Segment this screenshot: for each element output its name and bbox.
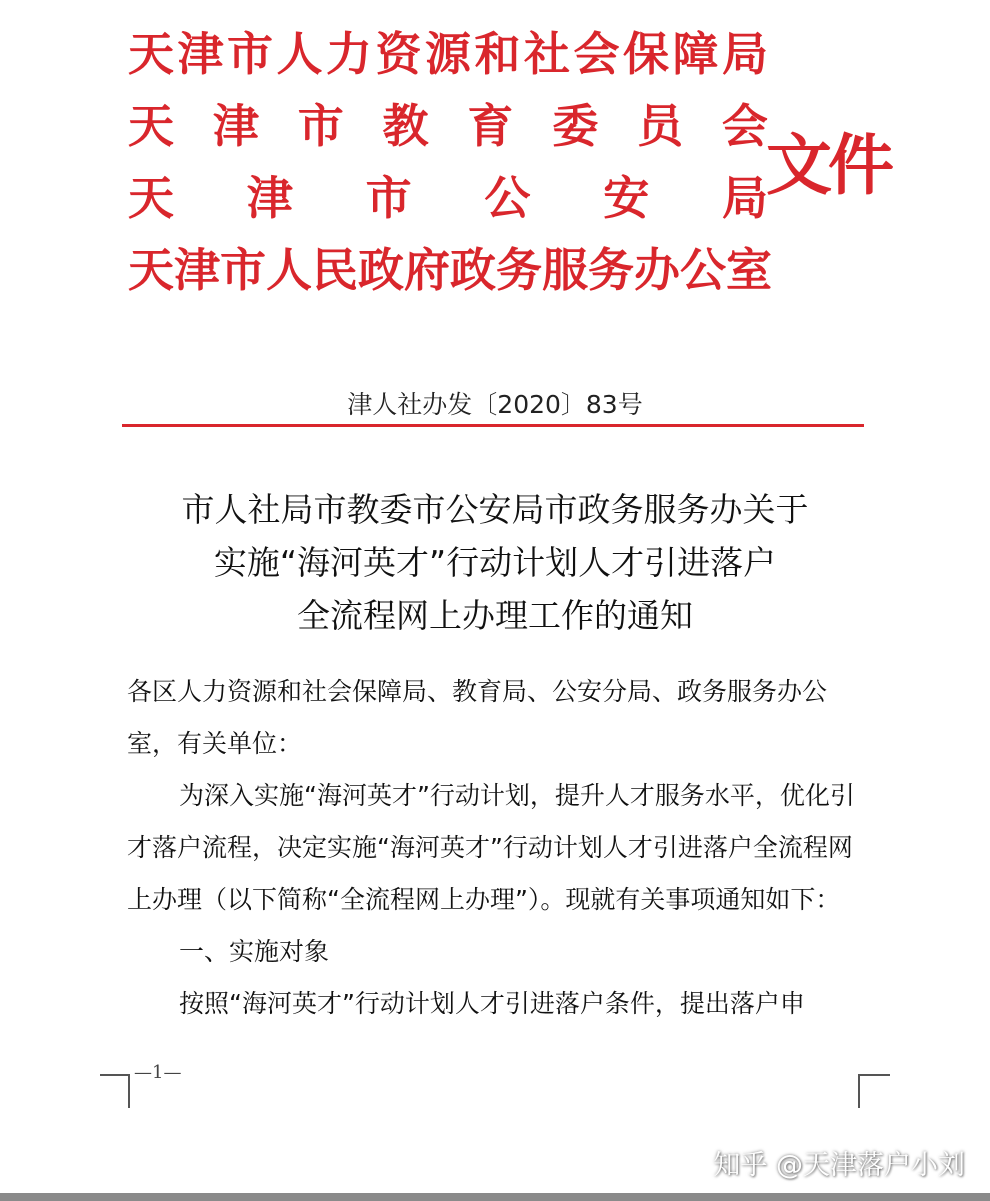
issuer-char: 天 bbox=[128, 243, 174, 297]
issuer-char: 教 bbox=[382, 99, 429, 153]
issuer-char: 力 bbox=[326, 27, 372, 81]
issuer-char: 局 bbox=[722, 27, 768, 81]
issuer-char: 人 bbox=[266, 243, 312, 297]
issuer-char: 天 bbox=[128, 99, 174, 153]
issuer-char: 社 bbox=[524, 27, 570, 81]
issuer-char: 市 bbox=[365, 171, 412, 225]
issuing-authorities bbox=[128, 27, 772, 318]
issuer-char: 公 bbox=[680, 243, 726, 297]
issuer-char: 委 bbox=[552, 99, 599, 153]
title-line-3: 全流程网上办理工作的通知 bbox=[297, 596, 693, 635]
issuer-char: 源 bbox=[425, 27, 471, 81]
issuer-char: 保 bbox=[623, 27, 669, 81]
issuer-hrss bbox=[128, 27, 768, 81]
document-suffix: 文件 bbox=[766, 127, 890, 204]
issuer-char: 员 bbox=[637, 99, 684, 153]
watermark: 知乎 @天津落户小刘 bbox=[713, 1150, 965, 1181]
issuer-char: 务 bbox=[588, 243, 634, 297]
issuer-char: 津 bbox=[246, 171, 293, 225]
issuer-education bbox=[128, 99, 768, 153]
document-title bbox=[0, 483, 990, 642]
issuer-char: 局 bbox=[721, 171, 768, 225]
issuer-char: 津 bbox=[177, 27, 224, 81]
title-line-2: 实施“海河英才”行动计划人才引进落户 bbox=[213, 543, 777, 582]
title-line-1: 市人社局市教委市公安局市政务服务办关于 bbox=[181, 490, 809, 529]
issuer-char: 资 bbox=[375, 27, 422, 81]
issuer-char: 民 bbox=[312, 243, 358, 297]
section-text: 按照“海河英才”行动计划人才引进落户条件，提出落户申 bbox=[179, 989, 805, 1018]
issuer-char: 天 bbox=[128, 27, 174, 81]
issuer-char: 安 bbox=[603, 171, 650, 225]
page-corner-mark-right bbox=[858, 1074, 890, 1108]
document-body bbox=[127, 666, 867, 1030]
bottom-edge bbox=[0, 1193, 990, 1201]
issuer-char: 政 bbox=[450, 243, 496, 297]
section-heading: 一、实施对象 bbox=[179, 937, 330, 966]
issuer-char: 市 bbox=[227, 27, 273, 81]
issuer-char: 天 bbox=[128, 171, 174, 225]
page-number-value: 1 bbox=[152, 1062, 164, 1083]
page-corner-mark-left bbox=[100, 1074, 130, 1106]
issuer-char: 室 bbox=[726, 243, 772, 297]
issuer-char: 务 bbox=[496, 243, 542, 297]
issuer-char: 市 bbox=[297, 99, 344, 153]
issuer-char: 人 bbox=[276, 27, 323, 81]
red-divider bbox=[122, 424, 864, 427]
issuer-char: 市 bbox=[220, 243, 266, 297]
issuer-char: 会 bbox=[573, 27, 620, 81]
page-number: —1— bbox=[134, 1062, 182, 1083]
issuer-government-services bbox=[128, 243, 772, 297]
issuer-char: 会 bbox=[721, 99, 768, 153]
issuer-char: 育 bbox=[467, 99, 514, 153]
issuer-char: 障 bbox=[672, 27, 719, 81]
issuer-char: 津 bbox=[174, 243, 220, 297]
intro-paragraph: 为深入实施“海河英才”行动计划，提升人才服务水平，优化引才落户流程，决定实施“海河英才”行动计划人才引进落户全流程网上办理（以下简称“全流程网上办理”）。现就有关事项通知如下： bbox=[127, 781, 855, 914]
issuer-char: 政 bbox=[358, 243, 404, 297]
issuer-char: 服 bbox=[542, 243, 588, 297]
issuer-char: 办 bbox=[634, 243, 680, 297]
issuer-public-security bbox=[128, 171, 768, 225]
issuer-char: 公 bbox=[484, 171, 531, 225]
issuer-char: 府 bbox=[404, 243, 450, 297]
issuer-char: 和 bbox=[474, 27, 521, 81]
addressee: 各区人力资源和社会保障局、教育局、公安分局、政务服务办公室，有关单位： bbox=[127, 677, 828, 758]
document-number: 津人社办发〔2020〕83号 bbox=[347, 390, 643, 419]
issuer-char: 津 bbox=[212, 99, 259, 153]
